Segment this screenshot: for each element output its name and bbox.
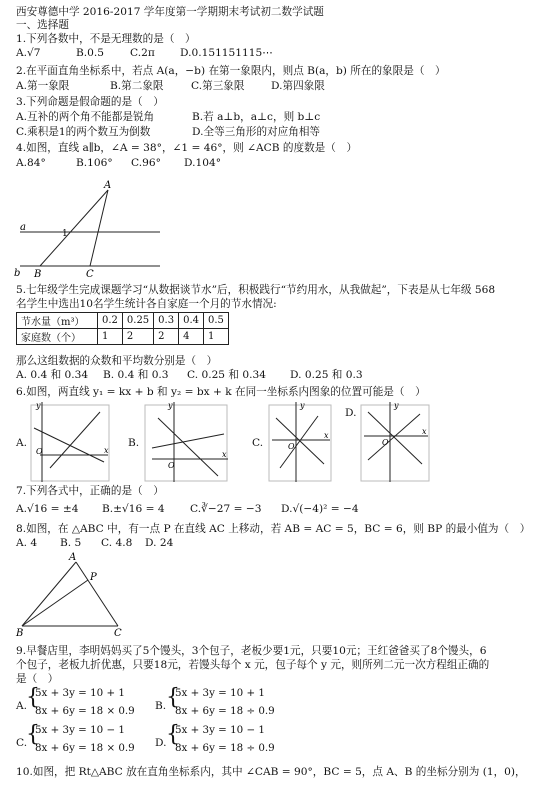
table-cell: 0.25 [122, 313, 153, 329]
equation-1: 5x + 3y = 10 + 1 [175, 687, 265, 699]
svg-text:y: y [36, 401, 41, 410]
option-label: D. [155, 737, 167, 749]
equation-2: 8x + 6y = 18 × 0.9 [35, 705, 135, 717]
q8-option-a[interactable]: A. 4 [16, 537, 38, 549]
equation-2: 8x + 6y = 18 × 0.9 [35, 742, 135, 754]
angle-1-label: 1 [62, 229, 68, 239]
point-p-label: P [90, 572, 97, 583]
section-heading: 一、选择题 [16, 19, 69, 31]
q3-option-c[interactable]: C.乘积是1的两个数互为倒数 [16, 126, 151, 138]
svg-text:O: O [382, 438, 389, 447]
q1-option-b[interactable]: B.0.5 [76, 47, 104, 59]
segment-ac [90, 190, 108, 266]
q6-graph-d[interactable] [360, 398, 432, 484]
q5-option-a[interactable]: A. 0.4 和 0.34 [16, 369, 89, 381]
equation-2: 8x + 6y = 18 ÷ 0.9 [175, 705, 275, 717]
table-cell: 1 [203, 329, 228, 345]
q3-option-b[interactable]: B.若 a⊥b，a⊥c，则 b⊥c [192, 111, 321, 123]
q2-option-d[interactable]: D.第四象限 [271, 80, 325, 92]
line-b-label: b [14, 268, 21, 279]
question-5-line-2: 名学生中选出10名学生统计各自家庭一个月的节水情况: [16, 298, 277, 310]
table-row [17, 329, 229, 345]
svg-text:x: x [104, 446, 109, 455]
q4-option-d[interactable]: D.104° [184, 157, 222, 169]
question-8-stem: 8.如图，在 △ABC 中，有一点 P 在直线 AC 上移动，若 AB = AC = 5，BC = 6，则 BP 的最小值为（ ） [16, 523, 531, 535]
q6-option-c[interactable]: C. [252, 437, 264, 449]
q4-parallel-lines-figure [12, 178, 162, 282]
table-cell: 节水量（m³） [17, 313, 98, 329]
question-4-stem: 4.如图，直线 a∥b，∠A = 38°，∠1 = 46°，则 ∠ACB 的度数是（ ） [16, 142, 358, 154]
q8-triangle-figure [14, 550, 134, 640]
q6-graph-a[interactable] [30, 398, 112, 484]
segment-ac [76, 562, 118, 626]
q7-option-c[interactable]: C.∛−27 = −3 [190, 503, 262, 515]
q2-option-b[interactable]: B.第二象限 [110, 80, 164, 92]
q6-graph-b[interactable] [144, 398, 230, 484]
question-7-stem: 7.下列各式中，正确的是（ ） [16, 485, 164, 497]
table-cell: 2 [122, 329, 153, 345]
q4-option-a[interactable]: A.84° [16, 157, 46, 169]
brace: { [166, 722, 180, 747]
table-cell: 2 [154, 329, 179, 345]
q6-option-a[interactable]: A. [16, 437, 28, 449]
q7-option-d[interactable]: D.√(−4)² = −4 [281, 503, 359, 515]
svg-text:O: O [36, 447, 43, 456]
question-1-stem: 1.下列各数中，不是无理数的是（ ） [16, 33, 196, 45]
line-a-label: a [20, 222, 26, 233]
question-2-stem: 2.在平面直角坐标系中，若点 A(a，−b) 在第一象限内，则点 B(a，b) 所在的象限是（ ） [16, 65, 446, 77]
q6-graph-c[interactable] [268, 398, 334, 484]
question-10-stem: 10.如图，把 Rt△ABC 放在直角坐标系内，其中 ∠CAB = 90°，BC = 5，点 A、B 的坐标分别为 (1，0)， [16, 766, 526, 778]
svg-text:y: y [168, 401, 173, 410]
equation-1: 5x + 3y = 10 − 1 [35, 724, 125, 736]
q5-option-b[interactable]: B. 0.4 和 0.3 [103, 369, 169, 381]
question-9-line-1: 9.早餐店里，李明妈妈买了5个馒头，3个包子，老板少要1元，只要10元；王红爸爸买了8个馒头，6 [16, 645, 487, 657]
q5-option-c[interactable]: C. 0.25 和 0.34 [187, 369, 266, 381]
option-label: B. [155, 700, 167, 712]
table-cell: 家庭数（个） [17, 329, 98, 345]
brace: { [26, 722, 40, 747]
table-cell: 0.5 [203, 313, 228, 329]
q1-option-a[interactable]: A.√7 [16, 47, 41, 59]
option-label: C. [16, 737, 28, 749]
q7-option-b[interactable]: B.±√16 = 4 [102, 503, 165, 515]
water-saving-table [16, 312, 229, 345]
segment-ab [40, 190, 108, 266]
brace: { [166, 685, 180, 710]
svg-text:x: x [422, 427, 427, 436]
q8-option-b[interactable]: B. 5 [60, 537, 82, 549]
svg-text:y: y [300, 401, 305, 410]
question-9-line-2: 个包子，老板九折优惠，只要18元，若馒头每个 x 元，包子每个 y 元，则所列二元一次方程组正确的 [16, 659, 490, 671]
table-cell: 1 [98, 329, 123, 345]
point-b-label: B [16, 628, 24, 639]
point-c-label: C [86, 269, 94, 280]
table-cell: 0.2 [98, 313, 123, 329]
point-a-label: A [69, 552, 77, 563]
q7-option-a[interactable]: A.√16 = ±4 [16, 503, 79, 515]
svg-text:x: x [222, 450, 227, 459]
point-b-label: B [34, 269, 42, 280]
q3-option-d[interactable]: D.全等三角形的对应角相等 [192, 126, 321, 138]
q3-option-a[interactable]: A.互补的两个角不能都是锐角 [16, 111, 155, 123]
q4-option-b[interactable]: B.106° [76, 157, 113, 169]
equation-1: 5x + 3y = 10 − 1 [175, 724, 265, 736]
question-3-stem: 3.下列命题是假命题的是（ ） [16, 96, 164, 108]
point-c-label: C [114, 628, 122, 639]
table-row [17, 313, 229, 329]
table-cell: 0.4 [179, 313, 204, 329]
q5-option-d[interactable]: D. 0.25 和 0.3 [290, 369, 363, 381]
q1-option-c[interactable]: C.2π [130, 47, 155, 59]
q8-option-c[interactable]: C. 4.8 [101, 537, 133, 549]
question-5-ask: 那么这组数据的众数和平均数分别是（ ） [16, 355, 218, 367]
option-label: A. [16, 700, 28, 712]
q2-option-a[interactable]: A.第一象限 [16, 80, 70, 92]
table-cell: 0.3 [154, 313, 179, 329]
svg-text:y: y [394, 401, 399, 410]
question-5-line-1: 5.七年级学生完成课题学习“从数据谈节水”后，积极践行“节约用水，从我做起”，下表是从七年级 568 [16, 284, 496, 296]
svg-text:x: x [324, 431, 329, 440]
q8-option-d[interactable]: D. 24 [145, 537, 174, 549]
svg-text:O: O [168, 461, 175, 470]
q6-option-b[interactable]: B. [128, 437, 140, 449]
brace: { [26, 685, 40, 710]
equation-2: 8x + 6y = 18 ÷ 0.9 [175, 742, 275, 754]
question-9-line-3: 是（ ） [16, 673, 59, 685]
exam-title: 西安尊德中学 2016-2017 学年度第一学期期末考试初二数学试题 [16, 6, 324, 18]
q6-option-d[interactable]: D. [345, 407, 357, 419]
q1-option-d[interactable]: D.0.151151115⋯ [180, 47, 273, 59]
table-cell: 4 [179, 329, 204, 345]
q4-option-c[interactable]: C.96° [131, 157, 161, 169]
svg-text:O: O [288, 442, 295, 451]
q2-option-c[interactable]: C.第三象限 [191, 80, 245, 92]
equation-1: 5x + 3y = 10 + 1 [35, 687, 125, 699]
point-a-label: A [104, 180, 112, 191]
question-6-stem: 6.如图，两直线 y₁ = kx + b 和 y₂ = bx + k 在同一坐标系内图象的位置可能是（ ） [16, 386, 426, 398]
